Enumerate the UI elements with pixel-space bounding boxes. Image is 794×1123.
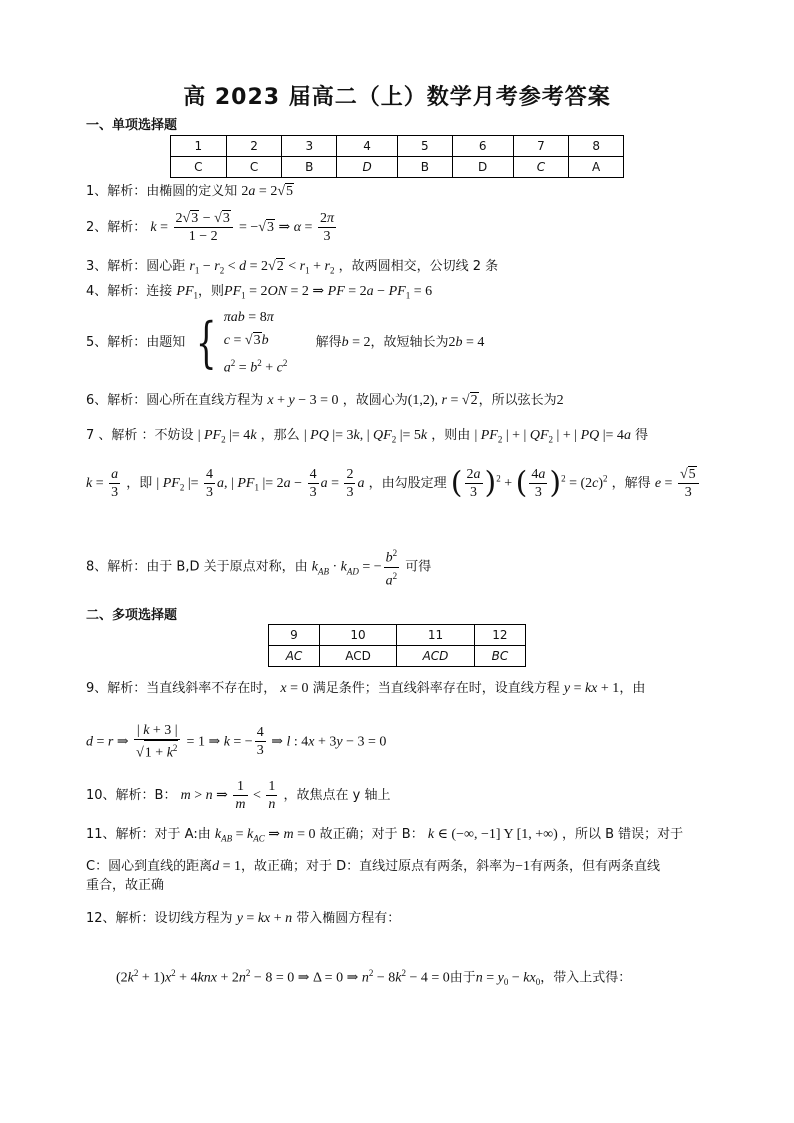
- table-cell: B: [397, 157, 452, 178]
- table-cell: 9: [269, 625, 320, 646]
- table-cell: 6: [452, 136, 513, 157]
- table-row: [269, 625, 526, 646]
- solution-3: 3、解析：圆心距 $r_1 - r_2 < d = 2√2 < r_1 + r_2$ ，故两圆相交，公切线 2 条: [86, 259, 499, 276]
- solution-11-line-3: 重合，故正确: [86, 878, 165, 893]
- page-title: 高 2023 届高二（上）数学月考参考答案: [183, 85, 611, 110]
- table-cell: C: [171, 157, 227, 178]
- table-cell: C: [513, 157, 569, 178]
- table-cell: A: [569, 157, 624, 178]
- solution-8: 8、解析：由于 B,D 关于原点对称，由 $k_{AB} \cdot k_{AD}$ = − $\frac{b^2}{a^2}$ 可得: [86, 545, 431, 589]
- solution-9-line-2: d = r ⇒ $\frac{| k + 3 |}{√1 + k^2}$ = 1 ⇒ k = − $\frac{4}{3}$ ⇒ l : 4x + 3y − 3 = 0: [86, 723, 387, 761]
- section-heading-single-choice: 一、单项选择题: [86, 118, 178, 133]
- table-cell: 12: [474, 625, 525, 646]
- table-row: [171, 157, 624, 178]
- table-cell: ACD: [397, 646, 475, 667]
- solution-9-line-1: 9、解析：当直线斜率不存在时， x = 0 满足条件；当直线斜率存在时，设直线方程 y = kx + 1，由: [86, 681, 646, 696]
- section-heading-multiple-choice: 二、多项选择题: [86, 608, 178, 623]
- table-cell: 8: [569, 136, 624, 157]
- solution-7-line-2: k = $\frac{a}{3}$ ，即 | $PF_2$ |= $\frac{4}{3}$ a, | $PF_1$ |= 2a − $\frac{4}{3}$ a = $\frac{2}{3}$ a ，由勾股定理 ( $\frac{2a}{3}$ )$^2$ + ( $\frac{4a}{3}$ )$^2 = (2c)^2$ ，解得 e = $\frac{√5}{3}$: [86, 466, 701, 501]
- solution-2: 2、解析： k = $\frac{2√3 - √3}{1 - 2}$ = −√3 ⇒ α = $\frac{2\pi}{3}$: [86, 211, 334, 244]
- single-choice-answer-table: [170, 135, 624, 178]
- table-cell: 3: [282, 136, 337, 157]
- solution-11-line-2: C：圆心到直线的距离d = 1，故正确；对于 D：直线过原点有两条，斜率为−1有两条，但有两条直线: [86, 859, 661, 874]
- solution-11-line-1: 11、解析：对于 A:由 $k_{AB} = k_{AC}$ ⇒ m = 0 故正确；对于 B： k ∈ (−∞, −1] Y [1, +∞) ，所以 B 错误；对于: [86, 827, 684, 844]
- table-cell: D: [452, 157, 513, 178]
- table-cell: 5: [397, 136, 452, 157]
- table-cell: BC: [474, 646, 525, 667]
- table-cell: D: [337, 157, 398, 178]
- solution-5: 5、解析：由题知 { πab = 8π c = √3b $a^2 = b^2 + c^2$ 解得b = 2，故短轴长为2b = 4: [86, 310, 485, 376]
- table-row: [269, 646, 526, 667]
- table-cell: 2: [226, 136, 282, 157]
- solution-1: 1、解析：由椭圆的定义知 2a = 2√5: [86, 184, 294, 199]
- table-row: [171, 136, 624, 157]
- table-cell: 11: [397, 625, 475, 646]
- table-cell: C: [226, 157, 282, 178]
- table-cell: 1: [171, 136, 227, 157]
- table-cell: AC: [269, 646, 320, 667]
- solution-12-line-1: 12、解析：设切线方程为 y = kx + n 带入椭圆方程有：: [86, 911, 401, 926]
- table-cell: ACD: [319, 646, 396, 667]
- solution-12-line-2: $(2k^2 + 1)x^2 + 4knx + 2n^2 - 8 = 0$ ⇒ Δ = 0 ⇒ $n^2 - 8k^2 - 4 = 0$由于$n = y_0 - kx_0$，带入上式得：: [116, 968, 632, 987]
- solution-4: 4、解析：连接 $PF_1$，则$PF_1 = 2ON = 2$ ⇒ PF = $2a - PF_1 = 6$: [86, 284, 433, 301]
- table-cell: 4: [337, 136, 398, 157]
- table-cell: B: [282, 157, 337, 178]
- table-cell: 10: [319, 625, 396, 646]
- multiple-choice-answer-table: [268, 624, 526, 667]
- solution-6: 6、解析：圆心所在直线方程为 x + y − 3 = 0 ，故圆心为(1,2), r = √2，所以弦长为2: [86, 393, 564, 408]
- table-cell: 7: [513, 136, 569, 157]
- solution-10: 10、解析：B： m > n ⇒ $\frac{1}{m}$ < $\frac{1}{n}$ ，故焦点在 y 轴上: [86, 779, 391, 812]
- solution-7-line-1: 7 、解析 ：不妨设 | $PF_2$ |= 4k ，那么 | PQ |= 3k, | $QF_2$ |= 5k ，则由 | $PF_2$ | + | $QF_2$ | + | PQ |= 4a 得: [86, 428, 649, 445]
